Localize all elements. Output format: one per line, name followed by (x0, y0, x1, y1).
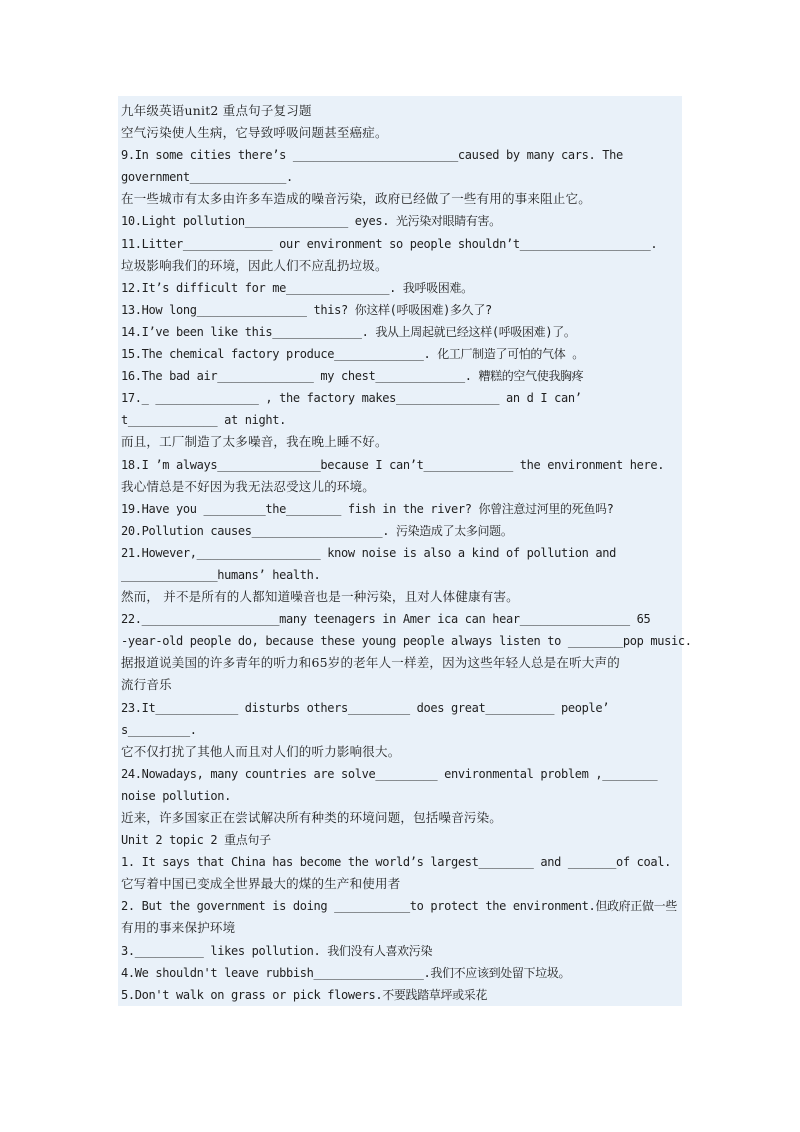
text-line-18: 我心情总是不好因为我无法忍受这儿的环境。 (121, 478, 376, 494)
text-line-25: -year-old people do, because these young people always listen to ________pop music. (121, 634, 692, 649)
text-line-17: 18.I ’m always_______________because I can’t_____________ the environment here. (121, 457, 665, 472)
text-line-31: 24.Nowadays, many countries are solve_________ environmental problem ,________ (121, 766, 658, 781)
text-line-38: 有用的事来保护环境 (121, 920, 236, 936)
text-line-24: 22.____________________many teenagers in Amer ica can hear________________ 65 (121, 612, 651, 627)
text-line-37: 2. But the government is doing ___________to protect the environment.但政府正做一些 (121, 899, 677, 914)
text-line-11: 14.I’ve been like this_____________. 我从上周起就已经这样(呼吸困难)了。 (121, 324, 576, 339)
text-line-22: ______________humans’ health. (121, 567, 321, 582)
text-line-13: 16.The bad air______________ my chest_____________. 糟糕的空气使我胸疼 (121, 369, 584, 384)
text-line-36: 它写着中国已变成全世界最大的煤的生产和使用者 (121, 876, 401, 892)
text-line-23: 然而， 并不是所有的人都知道噪音也是一种污染，且对人体健康有害。 (121, 589, 519, 605)
text-line-39: 3.__________ likes pollution. 我们没有人喜欢污染 (121, 943, 433, 958)
text-line-14: 17._ _______________ , the factory makes_______________ an d I can’ (121, 391, 582, 406)
text-line-4: government______________. (121, 170, 293, 185)
text-line-19: 19.Have you _________the________ fish in the river? 你曾注意过河里的死鱼吗? (121, 501, 614, 516)
text-line-41: 5.Don't walk on grass or pick flowers.不要践踏草坪或采花 (121, 987, 488, 1002)
text-line-30: 它不仅打扰了其他人而且对人们的听力影响很大。 (121, 743, 401, 759)
text-line-10: 13.How long________________ this? 你这样(呼吸困难)多久了? (121, 302, 492, 317)
text-line-29: s_________. (121, 722, 197, 737)
text-line-34: Unit 2 topic 2 重点句子 (121, 833, 271, 848)
text-line-32: noise pollution. (121, 788, 231, 803)
text-line-2: 空气污染使人生病，它导致呼吸问题甚至癌症。 (121, 125, 388, 141)
text-line-35: 1. It says that China has become the world’s largest________ and _______of coal. (121, 855, 671, 870)
text-line-15: t_____________ at night. (121, 413, 286, 428)
text-line-3: 9.In some cities there’s ________________________caused by many cars. The (121, 148, 623, 163)
text-line-5: 在一些城市有太多由许多车造成的噪音污染，政府已经做了一些有用的事来阻止它。 (121, 191, 591, 207)
text-line-40: 4.We shouldn't leave rubbish________________.我们不应该到处留下垃圾。 (121, 965, 571, 980)
text-line-6: 10.Light pollution_______________ eyes. 光污染对眼睛有害。 (121, 214, 501, 229)
text-line-21: 21.However,__________________ know noise is also a kind of pollution and (121, 545, 616, 560)
text-line-20: 20.Pollution causes___________________. 污染造成了太多问题。 (121, 523, 513, 538)
text-line-1: 九年级英语unit2 重点句子复习题 (121, 103, 312, 118)
text-line-33: 近来，许多国家正在尝试解决所有种类的环境问题，包括噪音污染。 (121, 810, 503, 825)
text-line-27: 流行音乐 (121, 677, 172, 693)
document-text (121, 100, 691, 1006)
text-line-16: 而且，工厂制造了太多噪音，我在晚上睡不好。 (121, 434, 388, 450)
text-line-12: 15.The chemical factory produce_____________. 化工厂制造了可怕的气体 。 (121, 347, 584, 362)
text-line-9: 12.It’s difficult for me_______________. 我呼吸困难。 (121, 280, 473, 295)
text-line-8: 垃圾影响我们的环境，因此人们不应乱扔垃圾。 (121, 257, 388, 273)
text-line-7: 11.Litter_____________ our environment so people shouldn’t___________________. (121, 236, 658, 251)
text-line-28: 23.It____________ disturbs others_________ does great__________ people’ (121, 700, 610, 715)
text-line-26: 据报道说美国的许多青年的听力和65岁的老年人一样差，因为这些年轻人总是在听大声的 (121, 655, 620, 671)
